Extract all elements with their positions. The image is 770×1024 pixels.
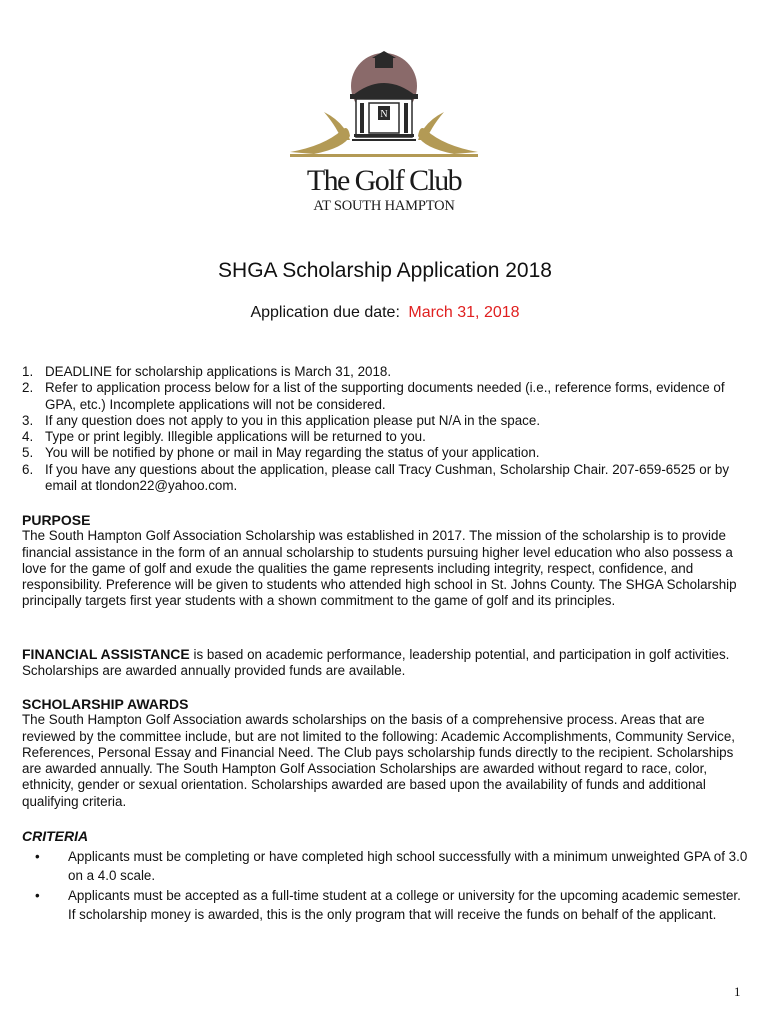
financial-body: is based on academic performance, leadership potential, and participation in golf activities. Scholarships are awarded annually provided funds are available. xyxy=(22,647,730,679)
clubhouse-emblem-icon xyxy=(284,50,484,162)
criteria-section xyxy=(22,828,750,925)
document-title: SHGA Scholarship Application 2018 xyxy=(218,259,552,282)
page-number: 1 xyxy=(734,984,741,999)
bullet-icon: • xyxy=(35,888,40,904)
financial-section xyxy=(22,646,750,680)
purpose-heading: PURPOSE xyxy=(22,512,91,528)
purpose-section xyxy=(22,512,750,610)
logo-subtitle: AT SOUTH HAMPTON xyxy=(313,198,455,214)
awards-heading: SCHOLARSHIP AWARDS xyxy=(22,696,189,712)
list-item: • Applicants must be completing or have completed high school successfully with a minimum unweighted GPA of 3.0 on a 4.0 scale. xyxy=(22,847,750,885)
list-item: 6. If you have any questions about the application, please call Tracy Cushman, Scholarship Chair. 207-659-6525 or by email at tlondon22@yahoo.com. xyxy=(22,461,730,494)
list-item: • Applicants must be accepted as a full-time student at a college or university for the upcoming academic semester. If scholarship money is awarded, this is the only program that will receive the funds on behalf of the applicant. xyxy=(22,886,750,924)
due-date: March 31, 2018 xyxy=(408,304,520,321)
list-item: 4. Type or print legibly. Illegible applications will be returned to you. xyxy=(22,429,426,445)
logo-title: The Golf Club xyxy=(306,164,462,197)
club-logo xyxy=(284,50,484,220)
due-date-line xyxy=(0,304,770,322)
awards-body: The South Hampton Golf Association awards scholarships on the basis of a comprehensive process. Areas that are reviewed by the committee include, but are not limited to the following: Academic Accomplishments, Community Service, References, Personal Essay and Financial Need. The Club pays scholarship funds directly to the recipient. Scholarships are awarded annually. The South Hampton Golf Association Scholarships are awarded without regard to race, color, ethnicity, gender or sexual orientation. Scholarships awarded are based upon the availability of funds and additional qualifying criteria. xyxy=(22,712,735,809)
due-label: Application due date: xyxy=(250,304,400,321)
financial-heading: FINANCIAL ASSISTANCE xyxy=(22,646,190,662)
list-item: 3. If any question does not apply to you in this application please put N/A in the space. xyxy=(22,412,541,428)
instructions-list xyxy=(22,364,750,494)
list-item: 1. DEADLINE for scholarship applications is March 31, 2018. xyxy=(22,364,392,379)
purpose-body: The South Hampton Golf Association Scholarship was established in 2017. The mission of the scholarship is to provide financial assistance in the form of an annual scholarship to students pursuing higher level education who also possess a love for the game of golf and exude the qualities the game represents including integrity, respect, confidence, and responsibility. Preference will be given to students who attended high school in St. Johns County. The SHGA Scholarship principally targets first year students with a shown commitment to the game of golf and its principles. xyxy=(22,528,737,609)
bullet-icon: • xyxy=(35,849,40,865)
awards-section xyxy=(22,696,750,810)
criteria-heading: CRITERIA xyxy=(22,828,89,844)
criteria-list xyxy=(22,847,750,924)
list-item: 2. Refer to application process below for a list of the supporting documents needed (i.e., reference forms, evidence of GPA, etc.) Incomplete applications will not be considered. xyxy=(22,380,725,412)
logo-monogram: N xyxy=(380,109,388,120)
list-item: 5. You will be notified by phone or mail in May regarding the status of your application. xyxy=(22,445,540,461)
